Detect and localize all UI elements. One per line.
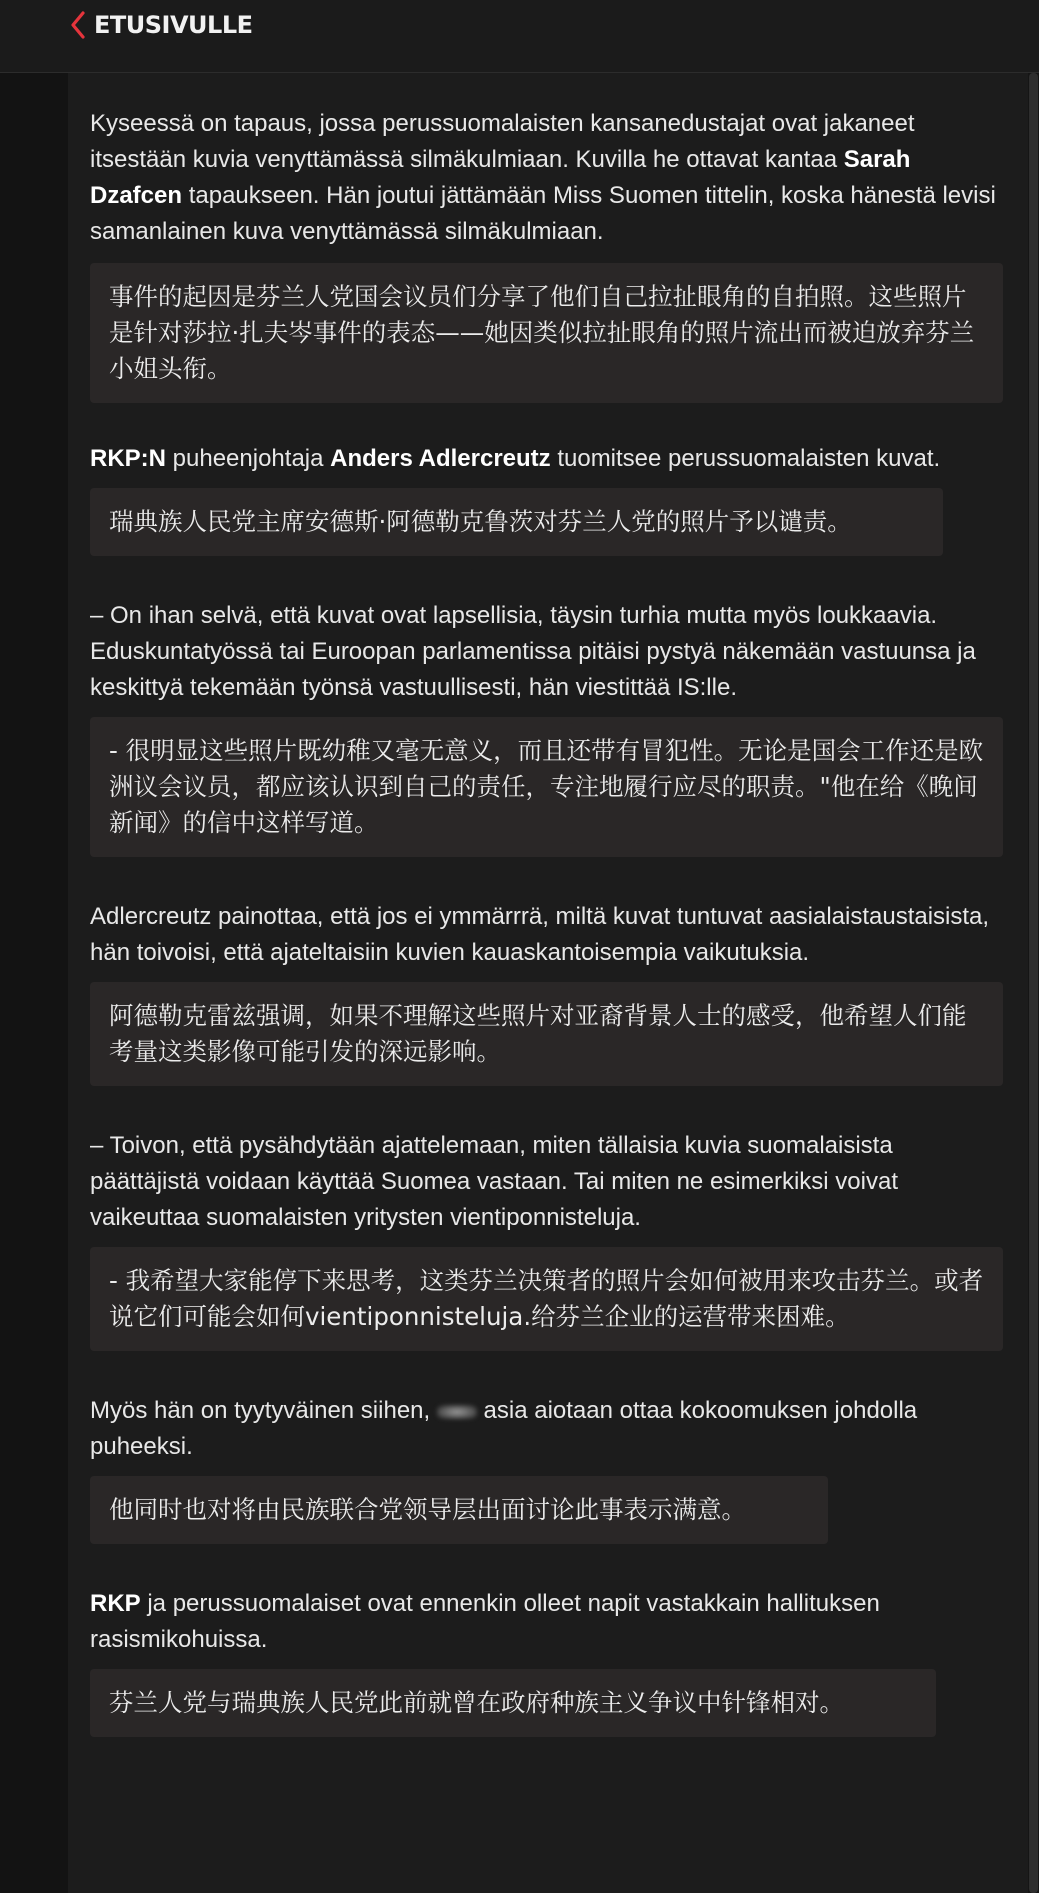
- translation-box: 芬兰人党与瑞典族人民党此前就曾在政府种族主义争议中针锋相对。: [90, 1669, 936, 1737]
- paragraph-text: puheenjohtaja: [166, 445, 331, 472]
- redacted-word: [437, 1405, 477, 1419]
- paragraph-block: [90, 1393, 1005, 1544]
- translation-box: - 我希望大家能停下来思考，这类芬兰决策者的照片会如何被用来攻击芬兰。或者说它们可能会如何vientiponnisteluja.给芬兰企业的运营带来困难。: [90, 1247, 1003, 1351]
- paragraph-block: [90, 598, 1005, 857]
- party-name: RKP:N: [90, 445, 166, 472]
- paragraph-text: ja perussuomalaiset ovat ennenkin olleet napit vastakkain hallituksen rasismikohuissa.: [90, 1590, 880, 1653]
- translation-box: 他同时也对将由民族联合党领导层出面讨论此事表示满意。: [90, 1476, 828, 1544]
- paragraph-block: [90, 1586, 1005, 1737]
- back-to-frontpage-link[interactable]: [70, 8, 253, 42]
- paragraph-text: – Toivon, että pysähdytään ajattelemaan, miten tällaisia kuvia suomalaisista päättäjistä voidaan käyttää Suomea vastaan. Tai miten ne esimerkiksi voivat vaikeuttaa suomalaisten yritysten vientiponnisteluja.: [90, 1132, 898, 1231]
- original-paragraph: [90, 441, 1005, 477]
- paragraph-text: – On ihan selvä, että kuvat ovat lapsellisia, täysin turhia mutta myös loukkaavia. Eduskuntatyössä tai Euroopan parlamentissa pitäisi pystyä näkemään vastuunsa ja keskittyä tekemään työnsä vastuullisesti, hän viestittää IS:lle.: [90, 602, 976, 701]
- paragraph-text: tuomitsee perussuomalaisten kuvat.: [550, 445, 941, 472]
- original-paragraph: [90, 1128, 1005, 1236]
- party-name: RKP: [90, 1590, 141, 1617]
- article-body: [90, 106, 1005, 1779]
- original-paragraph: [90, 106, 1005, 250]
- paragraph-block: [90, 106, 1005, 403]
- translation-box: 事件的起因是芬兰人党国会议员们分享了他们自己拉扯眼角的自拍照。这些照片是针对莎拉·扎夫岑事件的表态——她因类似拉扯眼角的照片流出而被迫放弃芬兰小姐头衔。: [90, 263, 1003, 403]
- paragraph-text: Adlercreutz painottaa, että jos ei ymmärrrä, miltä kuvat tuntuvat aasialaistaustaisista, hän toivoisi, että ajateltaisiin kuvien kauaskantoisempia vaikutuksia.: [90, 903, 990, 966]
- translation-box: - 很明显这些照片既幼稚又毫无意义，而且还带有冒犯性。无论是国会工作还是欧洲议会议员，都应该认识到自己的责任，专注地履行应尽的职责。"他在给《晚间新闻》的信中这样写道。: [90, 717, 1003, 857]
- original-paragraph: [90, 1393, 1005, 1465]
- chevron-left-icon: [70, 11, 86, 39]
- paragraph-text: Kyseessä on tapaus, jossa perussuomalaisten kansanedustajat ovat jakaneet itsestään kuvia venyttämässä silmäkulmiaan. Kuvilla he ottavat kantaa: [90, 110, 915, 173]
- paragraph-block: [90, 441, 1005, 556]
- person-name: Sarah Dzafcen: [90, 146, 911, 209]
- paragraph-text: asia aiotaan ottaa kokoomuksen johdolla puheeksi.: [90, 1397, 918, 1460]
- paragraph-block: [90, 899, 1005, 1086]
- scrollbar[interactable]: [1028, 73, 1039, 1893]
- translation-box: 阿德勒克雷兹强调，如果不理解这些照片对亚裔背景人士的感受，他希望人们能考量这类影像可能引发的深远影响。: [90, 982, 1003, 1086]
- original-paragraph: [90, 1586, 1005, 1658]
- back-link-label: ETUSIVULLE: [94, 11, 253, 39]
- paragraph-text: tapaukseen. Hän joutui jättämään Miss Suomen tittelin, koska hänestä levisi samanlainen kuva venyttämässä silmäkulmiaan.: [90, 182, 996, 245]
- original-paragraph: [90, 598, 1005, 706]
- translation-box: 瑞典族人民党主席安德斯·阿德勒克鲁茨对芬兰人党的照片予以谴责。: [90, 488, 943, 556]
- scrollbar-thumb[interactable]: [1029, 73, 1038, 1893]
- person-name: Anders Adlercreutz: [330, 445, 551, 472]
- top-navigation-bar: [0, 0, 1039, 73]
- paragraph-block: [90, 1128, 1005, 1351]
- paragraph-text: Myös hän on tyytyväinen siihen,: [90, 1397, 437, 1424]
- original-paragraph: [90, 899, 990, 971]
